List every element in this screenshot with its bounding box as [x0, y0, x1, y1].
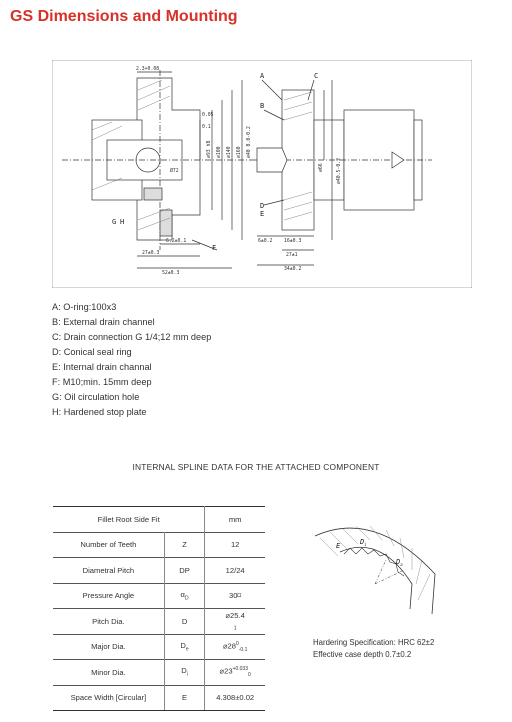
drawing-letter: D [260, 202, 265, 210]
table-row [53, 583, 265, 609]
table-row [53, 685, 265, 711]
legend-list [52, 300, 211, 420]
case-depth-line: Effective case depth 0.7±0.2 [313, 650, 412, 659]
dim-label: 16±0.3 [284, 239, 302, 244]
dim-label: ⌀100 [217, 146, 222, 158]
dim-label: ⌀160 [237, 146, 242, 158]
dim-label: ⌀66 [319, 163, 324, 172]
row-symbol: E [164, 685, 205, 711]
drawing-letter: G [112, 218, 117, 226]
legend-item: C: Drain connection G 1/4;12 mm deep [52, 332, 212, 342]
spline-data-table [53, 506, 265, 711]
dim-label: 2.3+0.08 [136, 67, 160, 72]
row-label: Major Dia. [53, 634, 164, 660]
hardening-spec [313, 637, 434, 661]
table-row [53, 660, 265, 686]
table-row [53, 634, 265, 660]
dim-label: Ø72 [170, 169, 179, 174]
row-label: Space Width [Circular] [53, 685, 164, 711]
row-value: $⌀28^0_{-0.1}$ [205, 634, 265, 660]
header-unit: mm [205, 507, 265, 533]
row-value: $⌀23^{+0.033}_0$ [205, 660, 265, 686]
row-symbol: $D_i$ [164, 660, 205, 686]
dim-label: 0.05 [202, 113, 214, 118]
row-label: Diametral Pitch [53, 558, 164, 584]
row-symbol: Z [164, 532, 205, 558]
dim-label: ⌀40 8.0-0.2 [247, 126, 252, 158]
row-label: Number of Teeth [53, 532, 164, 558]
legend-item: A: O-ring:100x3 [52, 302, 117, 312]
spline-label-d: $D_a$ [396, 558, 403, 567]
drawing-letter: F [212, 244, 217, 252]
dim-label: ⌀40.5-0.2 [337, 158, 342, 184]
drawing-letter: A [260, 72, 265, 80]
mounting-drawing [52, 60, 472, 288]
row-label: Pressure Angle [53, 583, 164, 609]
legend-item: F: M10;min. 15mm deep [52, 377, 152, 387]
legend-item: H: Hardened stop plate [52, 407, 147, 417]
table-row [53, 558, 265, 584]
legend-item: B: External drain channel [52, 317, 155, 327]
row-value: 30⌑ [205, 583, 265, 609]
drawing-letter: B [260, 102, 265, 110]
header-label: Fillet Root Side Fit [53, 507, 205, 533]
dim-label: ⌀93 h8 [207, 140, 212, 158]
dim-label: 0.1 [202, 125, 211, 130]
legend-item: D: Conical seal ring [52, 347, 132, 357]
dim-label: 34±0.2 [284, 267, 302, 272]
dim-label: 52±0.3 [162, 271, 180, 276]
spline-label-di: $D_i$ [360, 538, 367, 547]
drawing-letter: H [120, 218, 125, 226]
dim-label: 6.2±0.1 [166, 239, 187, 244]
row-symbol: D [164, 609, 205, 635]
dim-label: ⌀140 [227, 146, 232, 158]
row-label: Minor Dia. [53, 660, 164, 686]
row-symbol: DP [164, 558, 205, 584]
dim-label: 6±0.2 [258, 239, 273, 244]
spline-label-e: E [336, 542, 341, 550]
dim-label: 27±0.3 [142, 251, 160, 256]
row-value: 12 [205, 532, 265, 558]
row-label: Pitch Dia. [53, 609, 164, 635]
drawing-letter: C [314, 72, 319, 80]
table-header-row [53, 507, 265, 533]
spline-heading: INTERNAL SPLINE DATA FOR THE ATTACHED COMPONENT [132, 462, 380, 472]
legend-item: E: Internal drain channal [52, 362, 152, 372]
page-title: GS Dimensions and Mounting [10, 8, 238, 25]
table-row [53, 609, 265, 635]
row-value: 12/24 [205, 558, 265, 584]
hardening-line: Hardering Specification: HRC 62±2 [313, 638, 435, 647]
legend-item: G: Oil circulation hole [52, 392, 140, 402]
row-value: 4.308±0.02 [205, 685, 265, 711]
spline-profile-figure [300, 514, 450, 614]
row-symbol: $D_e$ [164, 634, 205, 660]
dim-label: 27±1 [286, 253, 298, 258]
row-symbol: $\alpha_D$ [164, 583, 205, 609]
row-value: ⌀25.4 $_1$ [205, 609, 265, 635]
table-row [53, 532, 265, 558]
drawing-letter: E [260, 210, 265, 218]
